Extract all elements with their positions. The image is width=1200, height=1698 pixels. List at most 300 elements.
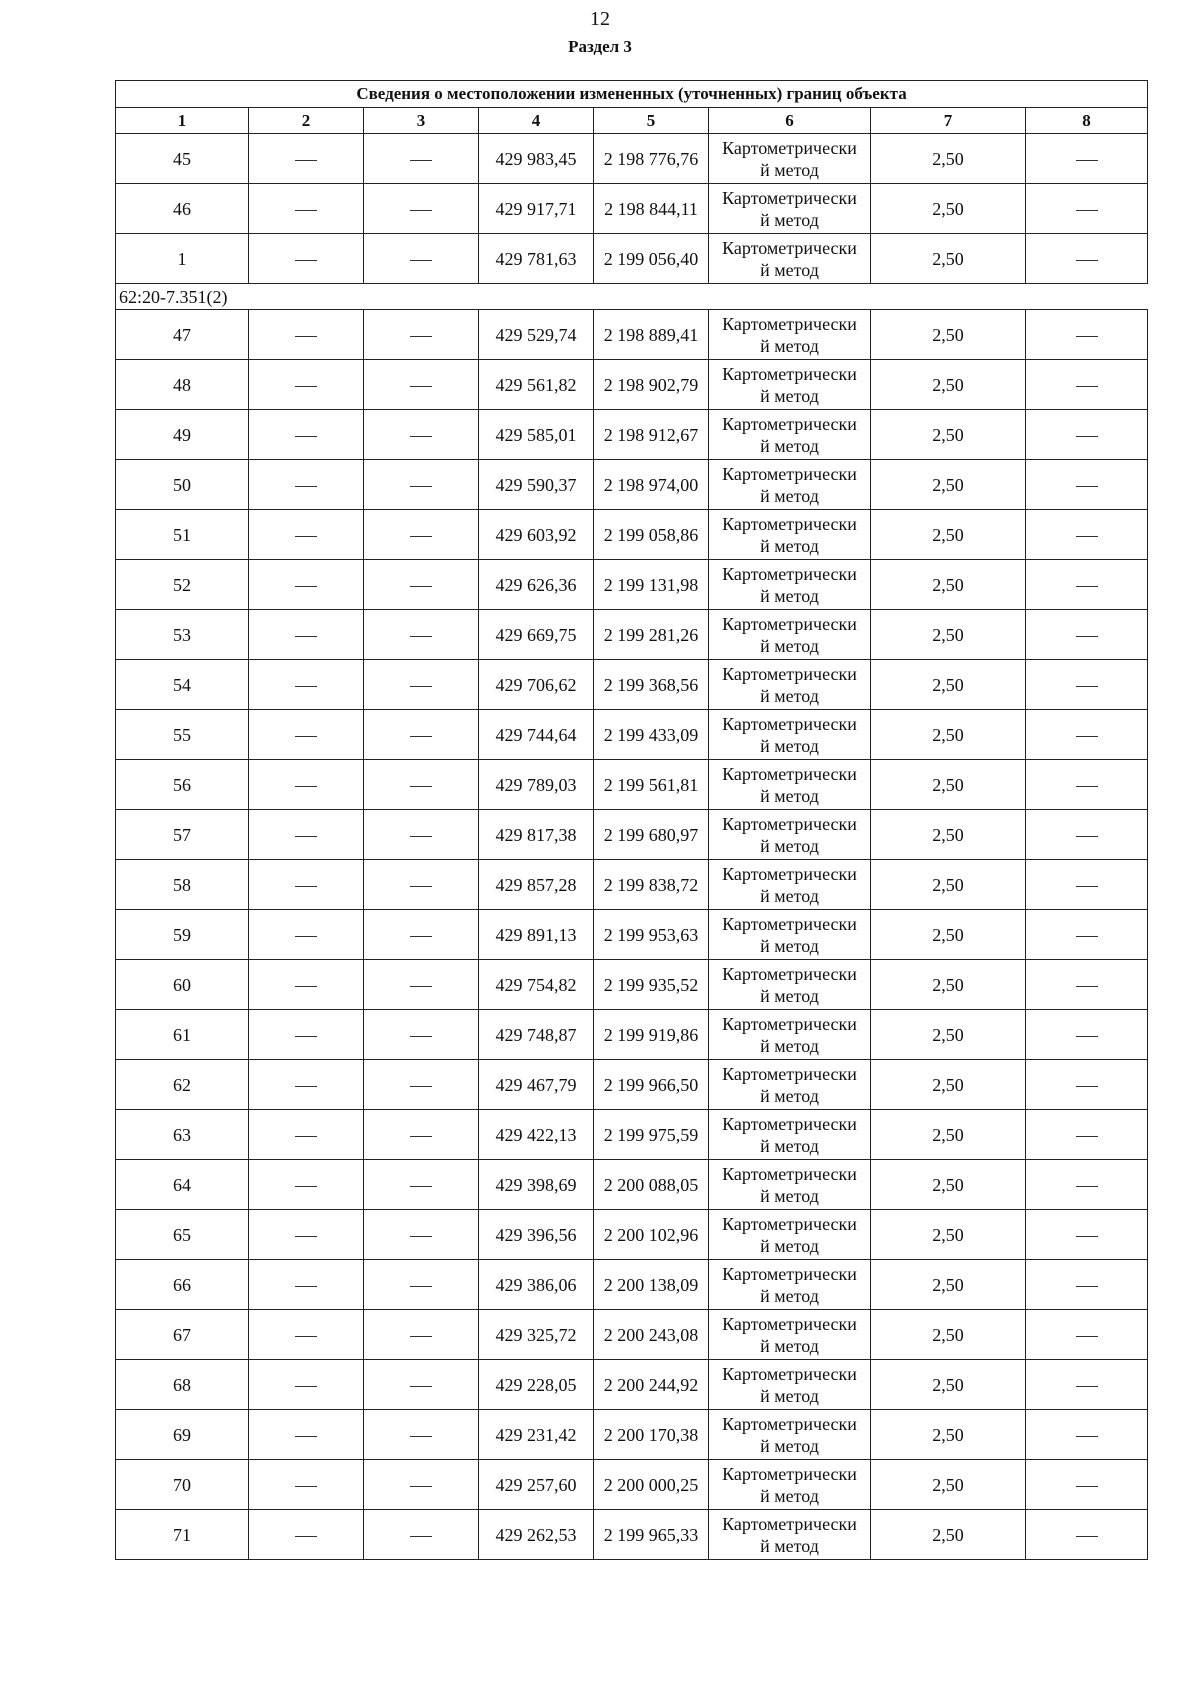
col3-empty (364, 510, 479, 560)
col2-empty (249, 760, 364, 810)
dash-mark (295, 1236, 317, 1237)
method-line-2: й метод (760, 1235, 819, 1256)
coord-x: 429 231,42 (479, 1410, 594, 1460)
dash-mark (410, 986, 432, 987)
col2-empty (249, 660, 364, 710)
dash-mark (410, 736, 432, 737)
col2-empty (249, 560, 364, 610)
col8-empty (1026, 1110, 1148, 1160)
dash-mark (1076, 536, 1098, 537)
method-line-2: й метод (760, 735, 819, 756)
method-line-1: Картометрически (722, 187, 857, 208)
point-number: 64 (116, 1160, 249, 1210)
accuracy-value: 2,50 (871, 910, 1026, 960)
accuracy-value: 2,50 (871, 1110, 1026, 1160)
dash-mark (295, 210, 317, 211)
col2-empty (249, 1460, 364, 1510)
dash-mark (295, 936, 317, 937)
coord-y: 2 199 966,50 (594, 1060, 709, 1110)
point-number: 45 (116, 134, 249, 184)
method-line-1: Картометрически (722, 613, 857, 634)
dash-mark (410, 1286, 432, 1287)
point-number: 51 (116, 510, 249, 560)
col8-empty (1026, 710, 1148, 760)
accuracy-value: 2,50 (871, 1510, 1026, 1560)
method-line-2: й метод (760, 1335, 819, 1356)
group-label: 62:20-7.351(2) (116, 284, 479, 310)
coord-y: 2 199 433,09 (594, 710, 709, 760)
col2-empty (249, 1360, 364, 1410)
coord-x: 429 585,01 (479, 410, 594, 460)
table-row (116, 134, 1148, 184)
dash-mark (410, 536, 432, 537)
dash-mark (295, 1436, 317, 1437)
dash-mark (410, 160, 432, 161)
accuracy-value: 2,50 (871, 1160, 1026, 1210)
coord-y: 2 199 838,72 (594, 860, 709, 910)
table-row (116, 1460, 1148, 1510)
coord-y: 2 199 935,52 (594, 960, 709, 1010)
dash-mark (295, 536, 317, 537)
method-line-1: Картометрически (722, 237, 857, 258)
col3-empty (364, 1460, 479, 1510)
boundary-coordinates-table (115, 80, 1148, 1560)
method-line-1: Картометрически (722, 1113, 857, 1134)
coord-x: 429 781,63 (479, 234, 594, 284)
coord-x: 429 669,75 (479, 610, 594, 660)
coord-y: 2 200 088,05 (594, 1160, 709, 1210)
col8-empty (1026, 760, 1148, 810)
col3-empty (364, 360, 479, 410)
dash-mark (1076, 210, 1098, 211)
method-cell (709, 310, 871, 360)
table-row (116, 810, 1148, 860)
method-line-2: й метод (760, 685, 819, 706)
page-number: 12 (590, 8, 610, 30)
method-line-1: Картометрически (722, 1163, 857, 1184)
table-row (116, 410, 1148, 460)
dash-mark (410, 1436, 432, 1437)
method-cell (709, 810, 871, 860)
table-row (116, 460, 1148, 510)
coord-y: 2 200 170,38 (594, 1410, 709, 1460)
col2-empty (249, 1010, 364, 1060)
method-line-2: й метод (760, 159, 819, 180)
method-line-2: й метод (760, 1485, 819, 1506)
accuracy-value: 2,50 (871, 1210, 1026, 1260)
coord-y: 2 199 965,33 (594, 1510, 709, 1560)
col2-empty (249, 1110, 364, 1160)
col8-empty (1026, 460, 1148, 510)
coord-x: 429 817,38 (479, 810, 594, 860)
dash-mark (410, 1336, 432, 1337)
dash-mark (410, 1486, 432, 1487)
coord-y: 2 200 000,25 (594, 1460, 709, 1510)
col8-empty (1026, 1210, 1148, 1260)
coord-y: 2 200 138,09 (594, 1260, 709, 1310)
dash-mark (295, 1036, 317, 1037)
point-number: 68 (116, 1360, 249, 1410)
coord-x: 429 398,69 (479, 1160, 594, 1210)
dash-mark (1076, 1036, 1098, 1037)
coord-y: 2 198 844,11 (594, 184, 709, 234)
coord-x: 429 789,03 (479, 760, 594, 810)
point-number: 67 (116, 1310, 249, 1360)
dash-mark (1076, 336, 1098, 337)
col2-empty (249, 1260, 364, 1310)
coord-y: 2 199 919,86 (594, 1010, 709, 1060)
col2-empty (249, 510, 364, 560)
col8-empty (1026, 410, 1148, 460)
method-cell (709, 1010, 871, 1060)
dash-mark (410, 260, 432, 261)
dash-mark (1076, 1286, 1098, 1287)
col8-empty (1026, 234, 1148, 284)
coord-x: 429 891,13 (479, 910, 594, 960)
method-line-2: й метод (760, 1385, 819, 1406)
coord-x: 429 603,92 (479, 510, 594, 560)
col3-empty (364, 1260, 479, 1310)
method-line-1: Картометрически (722, 1063, 857, 1084)
accuracy-value: 2,50 (871, 1260, 1026, 1310)
dash-mark (1076, 1136, 1098, 1137)
dash-mark (295, 686, 317, 687)
col3-empty (364, 960, 479, 1010)
column-number: 3 (364, 108, 479, 134)
col8-empty (1026, 1410, 1148, 1460)
col3-empty (364, 134, 479, 184)
dash-mark (295, 1536, 317, 1537)
col8-empty (1026, 1310, 1148, 1360)
col2-empty (249, 410, 364, 460)
table-row (116, 360, 1148, 410)
table-row (116, 860, 1148, 910)
accuracy-value: 2,50 (871, 1360, 1026, 1410)
accuracy-value: 2,50 (871, 360, 1026, 410)
point-number: 58 (116, 860, 249, 910)
col2-empty (249, 360, 364, 410)
method-line-2: й метод (760, 435, 819, 456)
accuracy-value: 2,50 (871, 810, 1026, 860)
dash-mark (1076, 160, 1098, 161)
method-line-1: Картометрически (722, 513, 857, 534)
dash-mark (1076, 1336, 1098, 1337)
dash-mark (295, 636, 317, 637)
method-line-2: й метод (760, 1035, 819, 1056)
point-number: 49 (116, 410, 249, 460)
col3-empty (364, 1060, 479, 1110)
dash-mark (295, 436, 317, 437)
point-number: 59 (116, 910, 249, 960)
method-cell (709, 960, 871, 1010)
table-row (116, 310, 1148, 360)
col2-empty (249, 1410, 364, 1460)
dash-mark (1076, 836, 1098, 837)
coord-y: 2 200 244,92 (594, 1360, 709, 1410)
col8-empty (1026, 1160, 1148, 1210)
dash-mark (295, 736, 317, 737)
point-number: 66 (116, 1260, 249, 1310)
point-number: 69 (116, 1410, 249, 1460)
method-line-2: й метод (760, 535, 819, 556)
method-line-1: Картометрически (722, 1263, 857, 1284)
col8-empty (1026, 1060, 1148, 1110)
coord-y: 2 199 975,59 (594, 1110, 709, 1160)
dash-mark (1076, 586, 1098, 587)
col8-empty (1026, 860, 1148, 910)
col2-empty (249, 134, 364, 184)
col8-empty (1026, 184, 1148, 234)
dash-mark (1076, 260, 1098, 261)
col3-empty (364, 410, 479, 460)
column-number: 1 (116, 108, 249, 134)
accuracy-value: 2,50 (871, 184, 1026, 234)
method-line-2: й метод (760, 1135, 819, 1156)
dash-mark (1076, 386, 1098, 387)
col8-empty (1026, 560, 1148, 610)
method-cell (709, 710, 871, 760)
method-line-1: Картометрически (722, 137, 857, 158)
col3-empty (364, 560, 479, 610)
point-number: 46 (116, 184, 249, 234)
method-cell (709, 1160, 871, 1210)
col8-empty (1026, 1510, 1148, 1560)
dash-mark (295, 1486, 317, 1487)
method-line-1: Картометрически (722, 563, 857, 584)
table-row (116, 710, 1148, 760)
coord-x: 429 262,53 (479, 1510, 594, 1560)
point-number: 65 (116, 1210, 249, 1260)
table-row (116, 1510, 1148, 1560)
coord-x: 429 396,56 (479, 1210, 594, 1260)
col2-empty (249, 910, 364, 960)
dash-mark (410, 686, 432, 687)
table-row (116, 960, 1148, 1010)
method-cell (709, 1210, 871, 1260)
method-line-2: й метод (760, 1185, 819, 1206)
dash-mark (410, 336, 432, 337)
coord-y: 2 199 281,26 (594, 610, 709, 660)
point-number: 55 (116, 710, 249, 760)
point-number: 48 (116, 360, 249, 410)
coord-y: 2 199 368,56 (594, 660, 709, 710)
method-line-1: Картометрически (722, 1463, 857, 1484)
coord-y: 2 199 058,86 (594, 510, 709, 560)
coord-x: 429 706,62 (479, 660, 594, 710)
coord-y: 2 199 131,98 (594, 560, 709, 610)
dash-mark (410, 1386, 432, 1387)
col3-empty (364, 910, 479, 960)
col2-empty (249, 810, 364, 860)
method-cell (709, 1360, 871, 1410)
col8-empty (1026, 310, 1148, 360)
dash-mark (295, 586, 317, 587)
coord-y: 2 199 680,97 (594, 810, 709, 860)
method-line-2: й метод (760, 209, 819, 230)
method-line-1: Картометрически (722, 363, 857, 384)
dash-mark (295, 986, 317, 987)
table-row (116, 184, 1148, 234)
dash-mark (1076, 686, 1098, 687)
method-line-1: Картометрически (722, 1313, 857, 1334)
method-cell (709, 460, 871, 510)
method-cell (709, 1110, 871, 1160)
column-numbers-row (116, 108, 1148, 134)
dash-mark (1076, 986, 1098, 987)
dash-mark (1076, 736, 1098, 737)
col3-empty (364, 1110, 479, 1160)
col3-empty (364, 1160, 479, 1210)
point-number: 56 (116, 760, 249, 810)
col8-empty (1026, 610, 1148, 660)
col8-empty (1026, 1360, 1148, 1410)
col3-empty (364, 710, 479, 760)
method-cell (709, 134, 871, 184)
table-row (116, 1210, 1148, 1260)
point-number: 54 (116, 660, 249, 710)
dash-mark (1076, 636, 1098, 637)
dash-mark (410, 1536, 432, 1537)
accuracy-value: 2,50 (871, 560, 1026, 610)
point-number: 57 (116, 810, 249, 860)
coord-x: 429 744,64 (479, 710, 594, 760)
method-line-1: Картометрически (722, 713, 857, 734)
col8-empty (1026, 134, 1148, 184)
col3-empty (364, 1210, 479, 1260)
method-cell (709, 1510, 871, 1560)
dash-mark (1076, 486, 1098, 487)
coord-y: 2 198 776,76 (594, 134, 709, 184)
dash-mark (410, 636, 432, 637)
accuracy-value: 2,50 (871, 460, 1026, 510)
method-line-2: й метод (760, 1535, 819, 1556)
dash-mark (1076, 1436, 1098, 1437)
dash-mark (295, 1286, 317, 1287)
col3-empty (364, 1360, 479, 1410)
coord-x: 429 983,45 (479, 134, 594, 184)
method-line-1: Картометрически (722, 1363, 857, 1384)
dash-mark (410, 486, 432, 487)
method-cell (709, 1310, 871, 1360)
coord-x: 429 590,37 (479, 460, 594, 510)
point-number: 62 (116, 1060, 249, 1110)
method-cell (709, 1060, 871, 1110)
col3-empty (364, 1510, 479, 1560)
point-number: 70 (116, 1460, 249, 1510)
method-line-1: Картометрически (722, 663, 857, 684)
accuracy-value: 2,50 (871, 960, 1026, 1010)
method-line-2: й метод (760, 635, 819, 656)
table-caption: Сведения о местоположении измененных (уточненных) границ объекта (116, 81, 1148, 108)
point-number: 61 (116, 1010, 249, 1060)
method-line-2: й метод (760, 935, 819, 956)
method-line-1: Картометрически (722, 313, 857, 334)
method-cell (709, 910, 871, 960)
col3-empty (364, 1010, 479, 1060)
col8-empty (1026, 910, 1148, 960)
accuracy-value: 2,50 (871, 660, 1026, 710)
col2-empty (249, 610, 364, 660)
method-cell (709, 760, 871, 810)
coord-y: 2 199 056,40 (594, 234, 709, 284)
column-number: 6 (709, 108, 871, 134)
method-cell (709, 360, 871, 410)
table-row (116, 1060, 1148, 1110)
col2-empty (249, 860, 364, 910)
group-row-filler (479, 284, 1148, 310)
coord-x: 429 467,79 (479, 1060, 594, 1110)
col8-empty (1026, 360, 1148, 410)
method-line-1: Картометрически (722, 1413, 857, 1434)
table-row (116, 660, 1148, 710)
dash-mark (410, 1136, 432, 1137)
coord-y: 2 198 902,79 (594, 360, 709, 410)
method-line-1: Картометрически (722, 413, 857, 434)
table-row (116, 1260, 1148, 1310)
column-number: 4 (479, 108, 594, 134)
method-line-1: Картометрически (722, 463, 857, 484)
table-row (116, 1410, 1148, 1460)
dash-mark (295, 1336, 317, 1337)
col8-empty (1026, 1260, 1148, 1310)
col2-empty (249, 710, 364, 760)
table-row (116, 1360, 1148, 1410)
col2-empty (249, 234, 364, 284)
accuracy-value: 2,50 (871, 510, 1026, 560)
point-number: 60 (116, 960, 249, 1010)
coord-x: 429 754,82 (479, 960, 594, 1010)
dash-mark (410, 586, 432, 587)
accuracy-value: 2,50 (871, 1060, 1026, 1110)
dash-mark (410, 210, 432, 211)
method-cell (709, 410, 871, 460)
col3-empty (364, 660, 479, 710)
coord-y: 2 198 912,67 (594, 410, 709, 460)
method-line-2: й метод (760, 385, 819, 406)
coord-y: 2 198 889,41 (594, 310, 709, 360)
method-line-2: й метод (760, 485, 819, 506)
method-cell (709, 234, 871, 284)
table-row (116, 1310, 1148, 1360)
method-line-1: Картометрически (722, 813, 857, 834)
method-line-2: й метод (760, 585, 819, 606)
accuracy-value: 2,50 (871, 410, 1026, 460)
column-number: 8 (1026, 108, 1148, 134)
point-number: 53 (116, 610, 249, 660)
col2-empty (249, 960, 364, 1010)
col2-empty (249, 1210, 364, 1260)
coord-y: 2 199 953,63 (594, 910, 709, 960)
dash-mark (1076, 786, 1098, 787)
coord-x: 429 422,13 (479, 1110, 594, 1160)
table-row (116, 560, 1148, 610)
coord-y: 2 198 974,00 (594, 460, 709, 510)
column-number: 2 (249, 108, 364, 134)
accuracy-value: 2,50 (871, 710, 1026, 760)
dash-mark (1076, 436, 1098, 437)
dash-mark (295, 486, 317, 487)
dash-mark (1076, 1386, 1098, 1387)
coord-x: 429 917,71 (479, 184, 594, 234)
coord-x: 429 626,36 (479, 560, 594, 610)
table-row (116, 1110, 1148, 1160)
dash-mark (295, 386, 317, 387)
method-cell (709, 1460, 871, 1510)
method-cell (709, 510, 871, 560)
dash-mark (1076, 1186, 1098, 1187)
col2-empty (249, 1510, 364, 1560)
col3-empty (364, 1310, 479, 1360)
